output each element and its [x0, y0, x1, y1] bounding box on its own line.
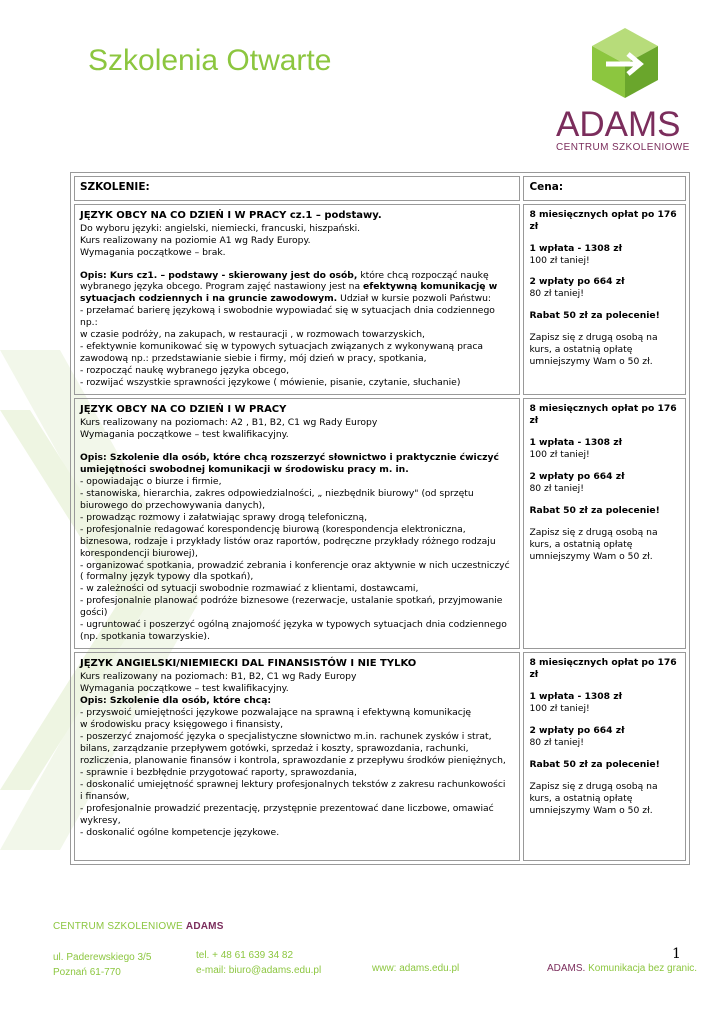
- course-title: JĘZYK ANGIELSKI/NIEMIECKI DAL FINANSISTÓW I NIE TYLKO: [80, 658, 417, 670]
- course-info-line: Kurs realizowany na poziomach: A2 , B1, B2, C1 wg Rady Europy: [80, 417, 378, 429]
- course-title: JĘZYK OBCY NA CO DZIEŃ I W PRACY cz.1 – podstawy.: [80, 209, 382, 221]
- page-number: 1: [672, 946, 681, 962]
- course-description: Opis: Szkolenie dla osób, które chcą rozszerzyć słownictwo i praktycznie ćwiczyć umiejętności swobodnej komunikacji w środowisku pracy m. in.: [80, 451, 499, 475]
- price-one-payment: 1 wpłata - 1308 zł: [529, 436, 623, 448]
- bullet-item: - profesjonalnie planować podróże biznesowe (rezerwacje, ustalanie spotkań, przyjmowanie gości): [80, 595, 503, 619]
- price-info: [523, 398, 686, 649]
- logo-name: ADAMS: [556, 105, 681, 144]
- bullet-item: - rozwijać wszystkie sprawności językowe ( mówienie, pisanie, czytanie, słuchanie): [80, 377, 461, 389]
- footer-brand-prefix: CENTRUM SZKOLENIOWE: [53, 921, 186, 932]
- page-title: Szkolenia Otwarte: [88, 44, 332, 77]
- training-description: [74, 398, 520, 649]
- bullet-item: - profesjonalnie prowadzić prezentację, przystępnie prezentować dane liczbowe, omawiać wykresy,: [80, 802, 494, 826]
- description-bold: Opis: Kurs cz1. – podstawy - skierowany jest do osób,: [80, 269, 358, 281]
- price-two-payments: 2 wpłaty po 664 zł: [529, 276, 625, 288]
- bullet-item: ( formalny język typowy dla spotkań),: [80, 571, 254, 583]
- course-info-line: Do wyboru języki: angielski, niemiecki, francuski, hiszpański.: [80, 222, 361, 234]
- logo-cube-arrow-icon: [592, 28, 658, 98]
- price-discount: Rabat 50 zł za polecenie!: [529, 504, 660, 516]
- course-info-line: Wymagania początkowe – test kwalifikacyjny.: [80, 683, 289, 695]
- bullet-item: - prowadząc rozmowy i załatwiając sprawy drogą telefoniczną,: [80, 511, 367, 523]
- price-info: [523, 204, 686, 395]
- footer-brand: [53, 921, 224, 932]
- bullet-item: - doskonalić ogólne kompetencje językowe.: [80, 826, 280, 838]
- price-installments: 8 miesięcznych opłat po 176 zł: [529, 657, 677, 681]
- price-installments: 8 miesięcznych opłat po 176 zł: [529, 403, 677, 426]
- column-header-training: SZKOLENIE:: [74, 176, 520, 201]
- course-info-line: Wymagania początkowe – test kwalifikacyjny.: [80, 428, 289, 440]
- bullet-item: - ugruntować i poszerzyć ogólną znajomość języka w typowych sytuacjach dnia codziennego (np. spotkania towarzyskie).: [80, 619, 507, 643]
- price-discount: Rabat 50 zł za polecenie!: [529, 310, 660, 322]
- course-info-line: Wymagania początkowe – brak.: [80, 246, 226, 258]
- description-bold: efektywną komunikację w sytuacjach codziennych i na gruncie zawodowym.: [80, 281, 498, 305]
- bullet-item: - przełamać barierę językową i swobodnie wypowiadać się w sytuacjach dnia codziennego np.:: [80, 305, 495, 329]
- price-two-payments: 2 wpłaty po 664 zł: [529, 470, 625, 482]
- address-city: Poznań 61-770: [53, 966, 121, 978]
- footer-slogan: [547, 963, 697, 974]
- course-description: [80, 270, 514, 306]
- bullet-item: - sprawnie i bezbłędnie przygotować raporty, sprawozdania,: [80, 766, 357, 778]
- price-info: [523, 652, 686, 861]
- bullet-item: - organizować spotkania, prowadzić zebrania i konferencje oraz aktywnie w nich uczestniczyć: [80, 559, 510, 571]
- course-info-line: Kurs realizowany na poziomach: B1, B2, C1 wg Rady Europy: [80, 671, 357, 683]
- footer-phone: tel. + 48 61 639 34 82: [196, 950, 294, 961]
- description-text: które chcą rozpocząć naukę wybranego języka obcego. Program zajęć nastawiony jest na: [80, 269, 489, 293]
- price-one-payment: 1 wpłata - 1308 zł: [529, 242, 623, 254]
- price-one-payment-note: 100 zł taniej!: [529, 448, 590, 460]
- price-one-payment: 1 wpłata - 1308 zł: [529, 691, 623, 703]
- price-installments: 8 miesięcznych opłat po 176 zł: [529, 208, 677, 232]
- table-row: [74, 652, 686, 861]
- price-note: Zapisz się z drugą osobą na kurs, a ostatnią opłatę umniejszymy Wam o 50 zł.: [529, 526, 658, 562]
- price-note: Zapisz się z drugą osobą na kurs, a ostatnią opłatę umniejszymy Wam o 50 zł.: [529, 780, 658, 816]
- table-row: [74, 204, 686, 395]
- price-one-payment-note: 100 zł taniej!: [529, 254, 590, 266]
- footer-address: [53, 951, 151, 980]
- bullet-item: - stanowiska, hierarchia, zakres odpowiedzialności, „ niezbędnik biurowy" (od sprzętu biurowego do przechowywania danych),: [80, 487, 474, 511]
- price-two-payments-note: 80 zł taniej!: [529, 736, 584, 748]
- training-description: [74, 652, 520, 861]
- course-title: JĘZYK OBCY NA CO DZIEŃ I W PRACY: [80, 404, 287, 416]
- description-text: Udział w kursie pozwoli Państwu:: [337, 293, 492, 305]
- slogan-text: Komunikacja bez granic.: [585, 963, 698, 974]
- footer-contact: [196, 949, 321, 978]
- logo-subtitle: CENTRUM SZKOLENIOWE: [556, 142, 690, 153]
- bullet-item: w środowisku pracy księgowego i finansisty,: [80, 719, 284, 730]
- table-header-row: [74, 176, 686, 201]
- bullet-item: - przyswoić umiejętności językowe pozwalające na sprawną i efektywną komunikację: [80, 707, 472, 719]
- footer-email: e-mail: biuro@adams.edu.pl: [196, 964, 322, 976]
- course-info-line: Kurs realizowany na poziomie A1 wg Rady Europy.: [80, 234, 311, 246]
- bullet-item: i finansów,: [80, 790, 130, 802]
- table-row: [74, 398, 686, 649]
- column-header-price: Cena:: [523, 176, 686, 201]
- bullet-item: - profesjonalnie redagować korespondencję biurową (korespondencja elektroniczna, biznesowa, rodzaje i przykłady listów oraz raportów, podręczne przykłady różnego rodzaju korespondencji biurowej),: [80, 523, 496, 559]
- bullet-item: - rozpocząć naukę wybranego języka obcego,: [80, 365, 290, 377]
- course-description: Opis: Szkolenie dla osób, które chcą:: [80, 695, 272, 707]
- footer-brand-name: ADAMS: [185, 921, 224, 932]
- slogan-name: ADAMS.: [547, 963, 586, 974]
- price-two-payments-note: 80 zł taniej!: [529, 288, 584, 300]
- bullet-item: - w zależności od sytuacji swobodnie rozmawiać z klientami, dostawcami,: [80, 583, 419, 595]
- bullet-item: - doskonalić umiejętność sprawnej lektury profesjonalnych tekstów z zakresu rachunkowości: [80, 778, 506, 790]
- bullet-item: w czasie podróży, na zakupach, w restauracji , w rozmowach towarzyskich,: [80, 329, 425, 341]
- footer-website: www: adams.edu.pl: [372, 963, 460, 974]
- bullet-item: - poszerzyć znajomość języka o specjalistyczne słownictwo m.in. rachunek zysków i strat, bilans, zarządzanie przepływem gotówki, sprzedaż i koszty, sprawozdania, rachunki, rozliczenia, planowanie finansów i kontrola, sprawozdanie z przepływu środków pieniężnych,: [80, 730, 506, 766]
- price-two-payments: 2 wpłaty po 664 zł: [529, 725, 625, 736]
- training-description: [74, 204, 520, 395]
- price-discount: Rabat 50 zł za polecenie!: [529, 758, 660, 770]
- bullet-item: - efektywnie komunikować się w typowych sytuacjach związanych z wykonywaną praca zawodową np.: przedstawianie siebie i firmy, mój dzień w pracy, spotkania,: [80, 341, 484, 365]
- address-street: ul. Paderewskiego 3/5: [53, 952, 152, 963]
- price-note: Zapisz się z drugą osobą na kurs, a ostatnią opłatę umniejszymy Wam o 50 zł.: [529, 332, 658, 368]
- price-two-payments-note: 80 zł taniej!: [529, 482, 584, 494]
- price-one-payment-note: 100 zł taniej!: [529, 703, 590, 715]
- bullet-item: - opowiadając o biurze i firmie,: [80, 475, 222, 487]
- trainings-table: [70, 172, 690, 865]
